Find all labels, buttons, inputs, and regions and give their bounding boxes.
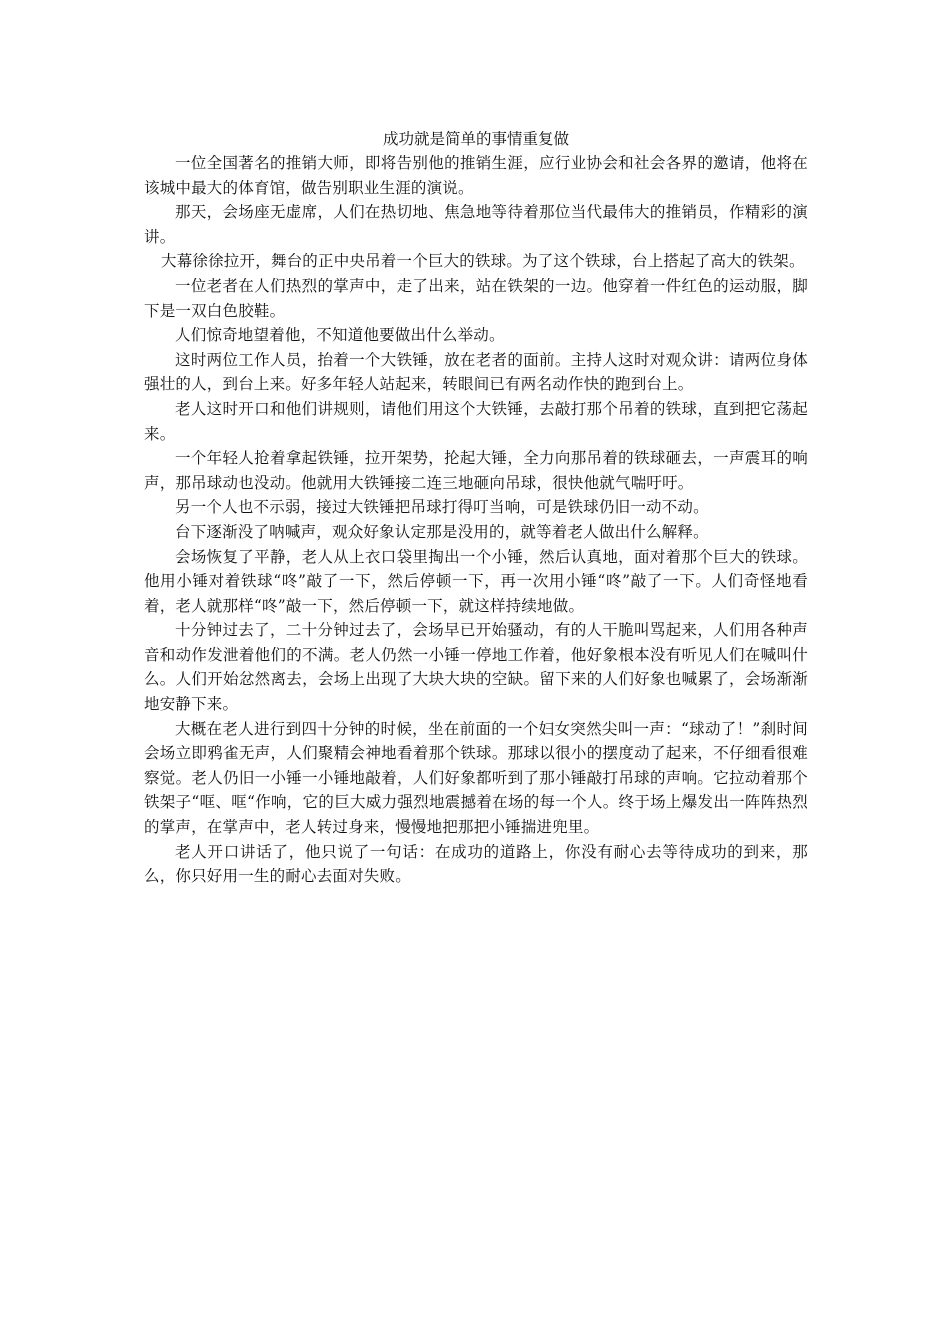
document-title: 成功就是简单的事情重复做 (382, 130, 569, 148)
paragraph-8: 一个年轻人抢着拿起铁锤，拉开架势，抡起大锤，全力向那吊着的铁球砸去，一声震耳的响声，那吊球动也没动。他就用大铁锤接二连三地砸向吊球，很快他就气喘吁吁。 (144, 449, 808, 492)
paragraph-7: 老人这时开口和他们讲规则，请他们用这个大铁锤，去敲打那个吊着的铁球，直到把它荡起来。 (144, 399, 808, 443)
paragraph-14: 老人开口讲话了，他只说了一句话：在成功的道路上，你没有耐心去等待成功的到来，那么，你只好用一生的耐心去面对失败。 (144, 842, 808, 886)
paragraph-1: 一位全国著名的推销大师，即将告别他的推销生涯，应行业协会和社会各界的邀请，他将在该城中最大的体育馆，做告别职业生涯的演说。 (144, 154, 808, 197)
paragraph-11: 会场恢复了平静，老人从上衣口袋里掏出一个小锤，然后认真地，面对着那个巨大的铁球。他用小锤对着铁球“咚”敲了一下，然后停顿一下，再一次用小锤“咚”敲了一下。人们奇怪地看着，老人就那样“咚”敲一下，然后停顿一下，就这样持续地做。 (144, 547, 808, 615)
paragraph-12: 十分钟过去了，二十分钟过去了，会场早已开始骚动，有的人干脆叫骂起来，人们用各种声音和动作发泄着他们的不满。老人仍然一小锤一停地工作着，他好象根本没有听见人们在喊叫什么。人们开始忿然离去，会场上出现了大块大块的空缺。留下来的人们好象也喊累了，会场渐渐地安静下来。 (144, 621, 808, 714)
paragraph-2: 那天，会场座无虚席，人们在热切地、焦急地等待着那位当代最伟大的推销员，作精彩的演讲。 (144, 203, 808, 246)
paragraph-10: 台下逐渐没了呐喊声，观众好象认定那是没用的，就等着老人做出什么解释。 (175, 522, 709, 541)
paragraph-13: 大概在老人进行到四十分钟的时候，坐在前面的一个妇女突然尖叫一声：“球动了！”刹时间会场立即鸦雀无声，人们聚精会神地看着那个铁球。那球以很小的摆度动了起来，不仔细看很难察觉。老人仍旧一小锤一小锤地敲着，人们好象都听到了那小锤敲打吊球的声响。它拉动着那个铁架子“哐、哐“作响，它的巨大威力强烈地震撼着在场的每一个人。终于场上爆发出一阵阵热烈的掌声，在掌声中，老人转过身来，慢慢地把那把小锤揣进兜里。 (144, 719, 808, 837)
document-body (144, 127, 808, 889)
paragraph-5: 人们惊奇地望着他，不知道他要做出什么举动。 (175, 326, 505, 345)
paragraph-9: 另一个人也不示弱，接过大铁锤把吊球打得叮当响，可是铁球仍旧一动不动。 (175, 498, 709, 517)
paragraph-4: 一位老者在人们热烈的掌声中，走了出来，站在铁架的一边。他穿着一件红色的运动服，脚下是一双白色胶鞋。 (144, 276, 808, 320)
paragraph-3: 大幕徐徐拉开，舞台的正中央吊着一个巨大的铁球。为了这个铁球，台上搭起了高大的铁架。 (161, 252, 805, 271)
paragraph-6: 这时两位工作人员，抬着一个大铁锤，放在老者的面前。主持人这时对观众讲：请两位身体强壮的人，到台上来。好多年轻人站起来，转眼间已有两名动作快的跑到台上。 (144, 350, 808, 394)
